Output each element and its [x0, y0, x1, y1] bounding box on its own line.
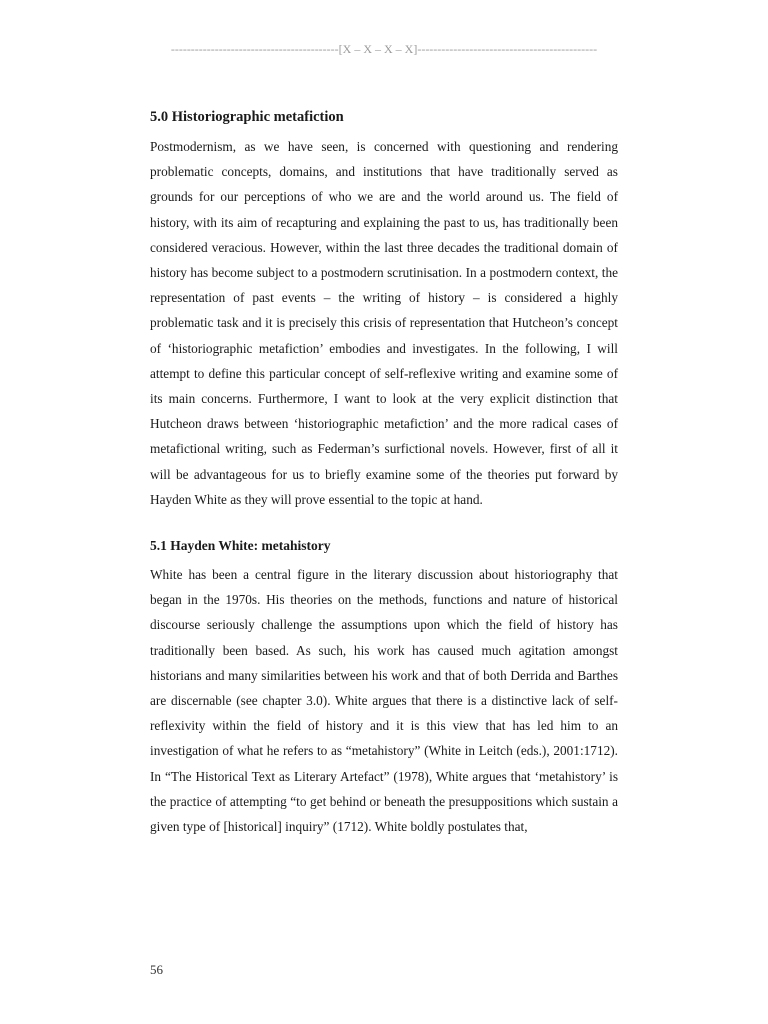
section-heading-5-0: 5.0 Historiographic metafiction — [150, 109, 344, 125]
section-heading-5-1: 5.1 Hayden White: metahistory — [150, 538, 331, 554]
page-number: 56 — [150, 962, 163, 977]
paragraph-5-1: White has been a central figure in the literary discussion about historiography that began in the 1970s. His theories on the methods, functions and nature of historical discourse seriously challenge the assumptions upon which the field of history has traditionally been based. As such, his work has caused much agitation amongst historians and many similarities between his work and that of both Derrida and Barthes are discernable (see chapter 3.0). White argues that there is a distinctive lack of self-reflexivity within the field of history and it is this view that has led him to an investigation of what he refers to as “metahistory” (White in Leitch (eds.), 2001:1712). In “The Historical Text as Literary Artefact” (1978), White argues that ‘metahistory’ is the practice of attempting “to get behind or beneath the presuppositions which sustain a given type of [historical] inquiry” (1712). White boldly postulates that, — [150, 567, 618, 835]
paragraph-5-0: Postmodernism, as we have seen, is concerned with questioning and rendering problematic concepts, domains, and institutions that have traditionally served as grounds for our perceptions of who we are and the world around us. The field of history, with its aim of recapturing and explaining the past to us, has traditionally been considered veracious. However, within the last three decades the traditional domain of history has become subject to a postmodern scrutinisation. In a postmodern context, the representation of past events – the writing of history – is considered a highly problematic task and it is precisely this crisis of representation that Hutcheon’s concept of ‘historiographic metafiction’ embodies and investigates. In the following, I will attempt to define this particular concept of self-reflexive writing and examine some of its main concerns. Furthermore, I want to look at the very explicit distinction that Hutcheon draws between ‘historiographic metafiction’ and the more radical cases of metafictional writing, such as Federman’s surfictional novels. However, first of all it will be advantageous for us to briefly examine some of the theories put forward by Hayden White as they will prove essential to the topic at hand. — [150, 139, 618, 507]
document-body — [150, 108, 618, 839]
section-separator: ------------------------------------------[X – X – X – X]--------------------------------------------- — [170, 42, 598, 56]
section-gap — [150, 512, 618, 537]
